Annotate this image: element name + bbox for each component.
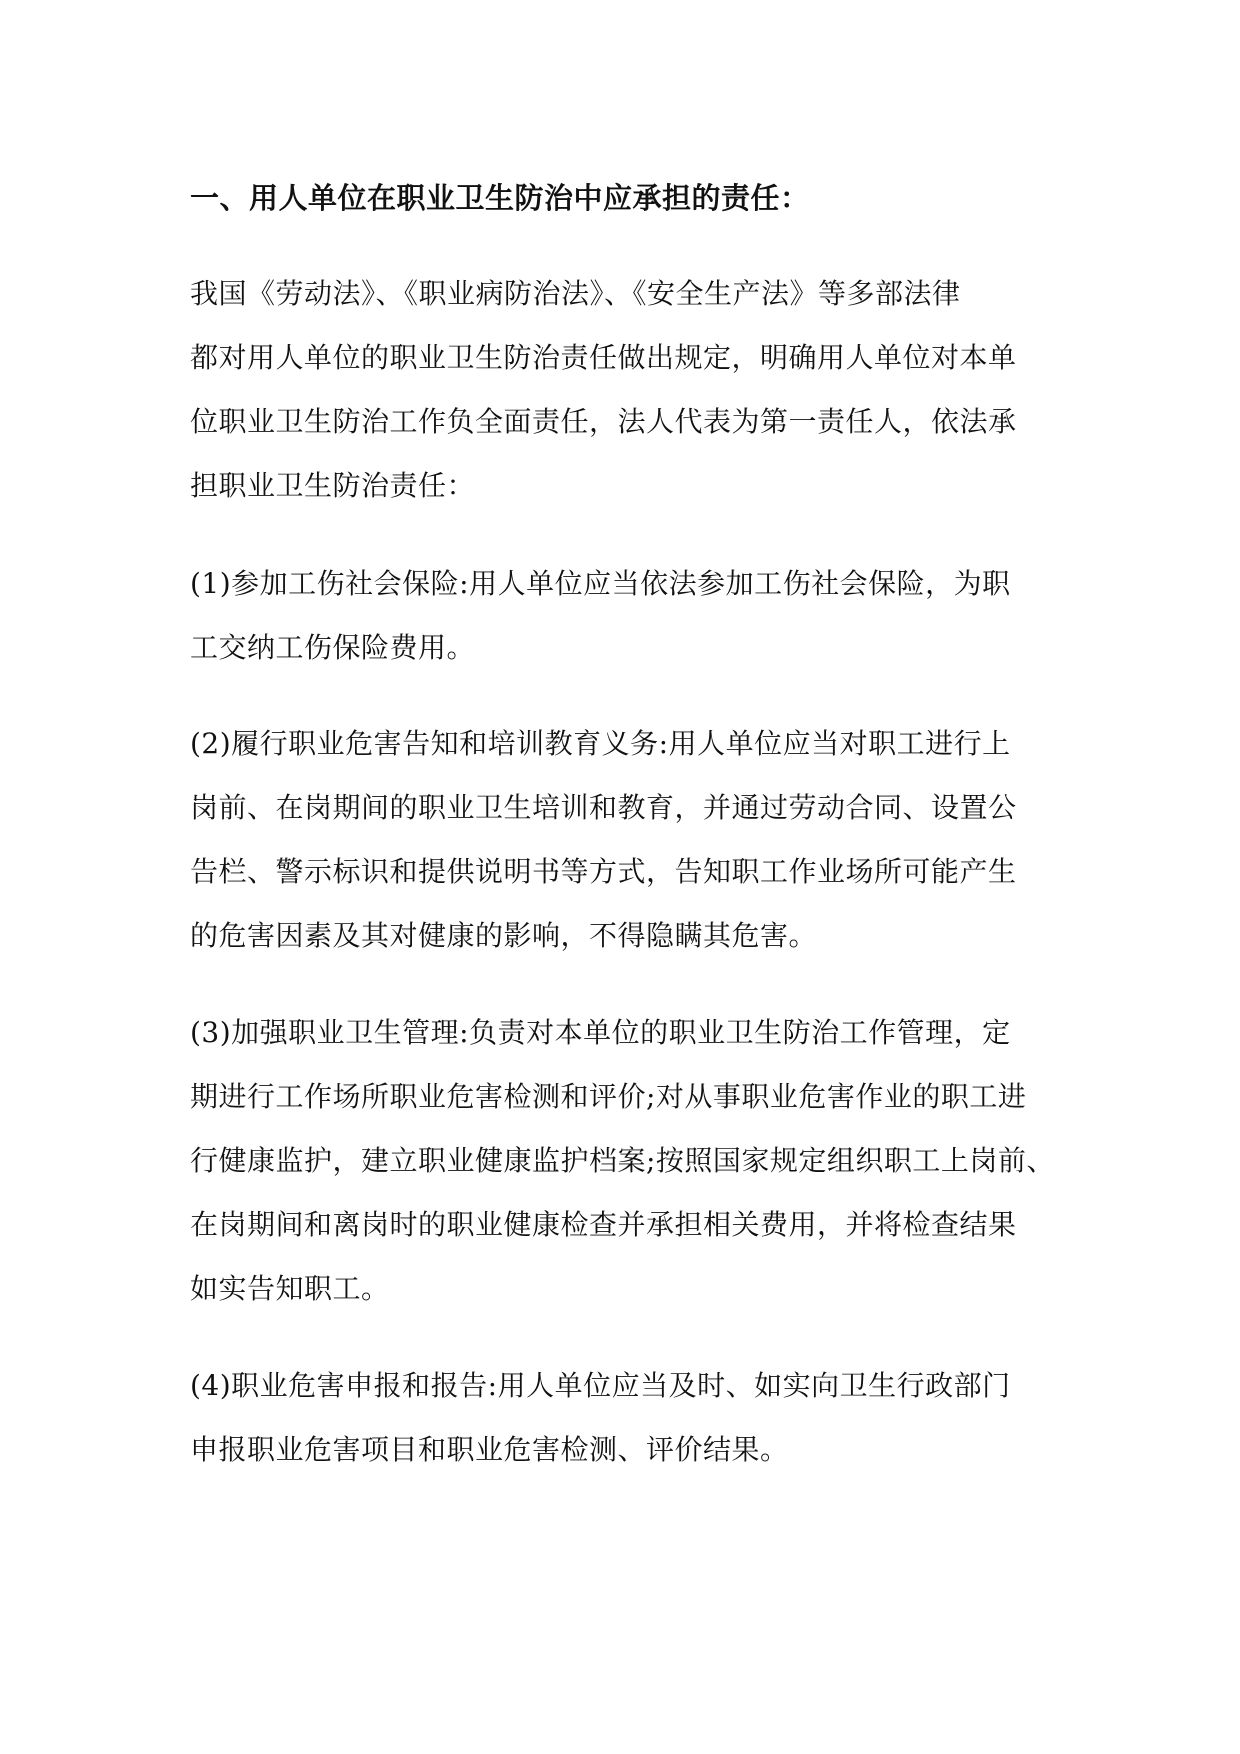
item-line: 工交纳工伤保险费用。	[190, 631, 476, 664]
item-line: (3)加强职业卫生管理:负责对本单位的职业卫生防治工作管理，定	[190, 1016, 1011, 1049]
item-line: 在岗期间和离岗时的职业健康检查并承担相关费用，并将检查结果	[190, 1208, 1017, 1241]
intro-line: 担职业卫生防治责任：	[190, 469, 476, 502]
item-line: 的危害因素及其对健康的影响，不得隐瞒其危害。	[190, 919, 818, 952]
item-line: (2)履行职业危害告知和培训教育义务:用人单位应当对职工进行上	[190, 727, 1011, 760]
item-line: 申报职业危害项目和职业危害检测、评价结果。	[190, 1433, 789, 1466]
item-line: (4)职业危害申报和报告:用人单位应当及时、如实向卫生行政部门	[190, 1369, 1011, 1402]
item-line: 行健康监护，建立职业健康监护档案;按照国家规定组织职工上岗前、	[190, 1144, 1055, 1177]
section-heading: 一、用人单位在职业卫生防治中应承担的责任：	[190, 181, 810, 215]
item-line: (1)参加工伤社会保险:用人单位应当依法参加工伤社会保险，为职	[190, 567, 1011, 600]
item-line: 岗前、在岗期间的职业卫生培训和教育，并通过劳动合同、设置公	[190, 791, 1017, 824]
intro-line: 我国《劳动法》、《职业病防治法》、《安全生产法》等多部法律	[190, 277, 961, 310]
item-line: 期进行工作场所职业危害检测和评价;对从事职业危害作业的职工进	[190, 1080, 1027, 1113]
intro-line: 都对用人单位的职业卫生防治责任做出规定，明确用人单位对本单	[190, 341, 1017, 374]
intro-line: 位职业卫生防治工作负全面责任，法人代表为第一责任人，依法承	[190, 405, 1017, 438]
item-line: 告栏、警示标识和提供说明书等方式，告知职工作业场所可能产生	[190, 855, 1017, 888]
item-line: 如实告知职工。	[190, 1272, 390, 1305]
